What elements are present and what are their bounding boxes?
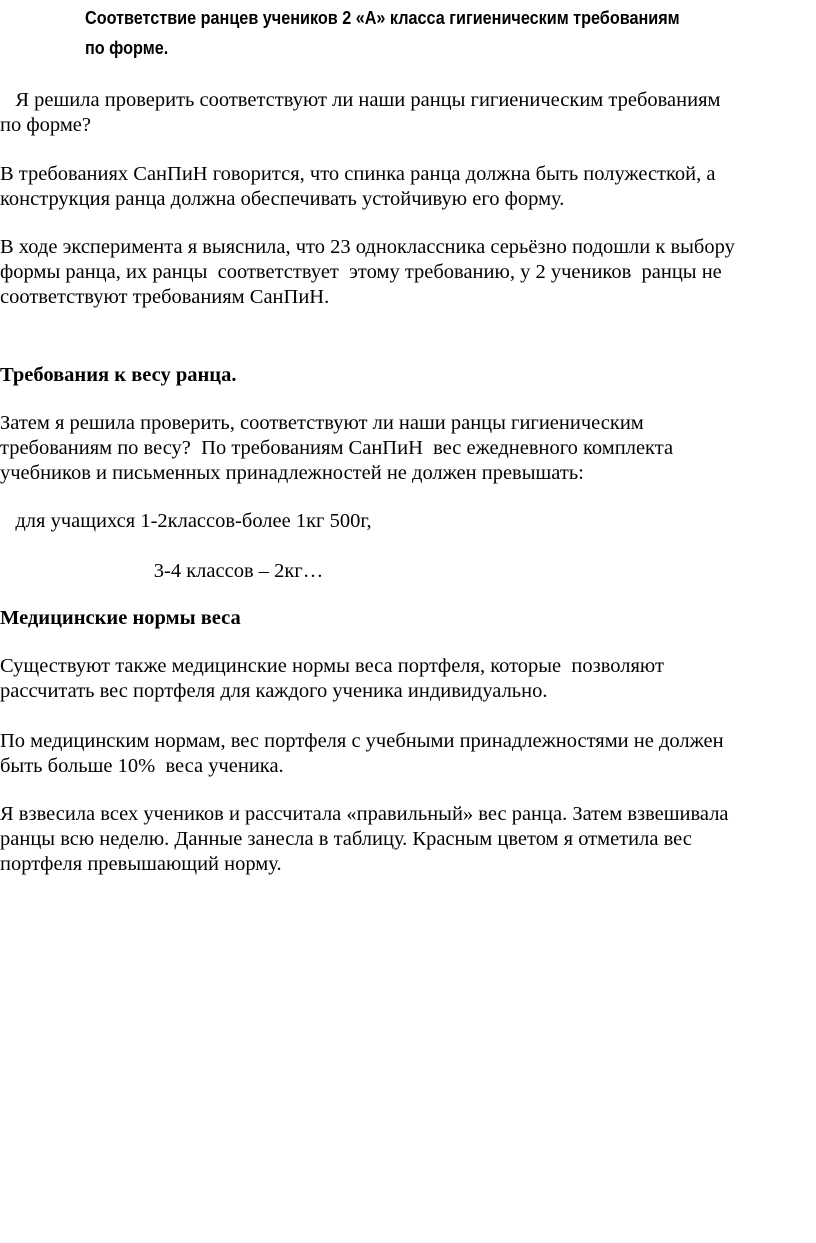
text-line: формы ранца, их ранцы соответствует этому требованию, у 2 учеников ранцы не (0, 261, 722, 283)
text-line: учебников и письменных принадлежностей не должен превышать: (0, 462, 584, 484)
document-title-line-2: по форме. (85, 38, 169, 58)
text-line: В ходе эксперимента я выяснила, что 23 одноклассника серьёзно подошли к выбору (0, 236, 735, 258)
text-line: Я решила проверить соответствуют ли наши ранцы гигиеническим требованиям (0, 89, 721, 111)
text-line: 3-4 классов – 2кг… (0, 560, 324, 582)
text-line: рассчитать вес портфеля для каждого ученика индивидуально. (0, 680, 548, 702)
norm-grades-1-2 (0, 509, 372, 534)
paragraph-weighing (0, 802, 729, 877)
text-line: требованиям по весу? По требованиям СанПиН вес ежедневного комплекта (0, 437, 674, 459)
text-line: конструкция ранца должна обеспечивать устойчивую его форму. (0, 188, 565, 210)
text-line: Я взвесила всех учеников и рассчитала «правильный» вес ранца. Затем взвешивала (0, 803, 729, 825)
norm-grades-3-4 (0, 559, 323, 584)
text-line: По медицинским нормам, вес портфеля с учебными принадлежностями не должен (0, 730, 724, 752)
heading-medical-norms: Медицинские нормы веса (0, 607, 241, 629)
text-line: портфеля превышающий норму. (0, 853, 282, 875)
text-line: соответствуют требованиям СанПиН. (0, 286, 330, 308)
paragraph-weight (0, 411, 673, 486)
text-line: ранцы всю неделю. Данные занесла в таблицу. Красным цветом я отметила вес (0, 828, 692, 850)
text-line: Существуют также медицинские нормы веса портфеля, которые позволяют (0, 655, 664, 677)
text-line: быть больше 10% веса ученика. (0, 755, 284, 777)
paragraph-experiment (0, 235, 735, 310)
paragraph-medical (0, 654, 664, 704)
text-line: В требованиях СанПиН говорится, что спинка ранца должна быть полужесткой, а (0, 163, 716, 185)
text-line: для учащихся 1-2классов-более 1кг 500г, (0, 510, 372, 532)
paragraph-intro (0, 88, 720, 138)
text-line: по форме? (0, 114, 91, 136)
heading-weight-requirements: Требования к весу ранца. (0, 364, 237, 386)
paragraph-sanpin (0, 162, 716, 212)
paragraph-ten-percent (0, 729, 724, 779)
text-line: Затем я решила проверить, соответствуют ли наши ранцы гигиеническим (0, 412, 644, 434)
document-title-line-1: Соответствие ранцев учеников 2 «А» класса гигиеническим требованиям (85, 8, 680, 28)
